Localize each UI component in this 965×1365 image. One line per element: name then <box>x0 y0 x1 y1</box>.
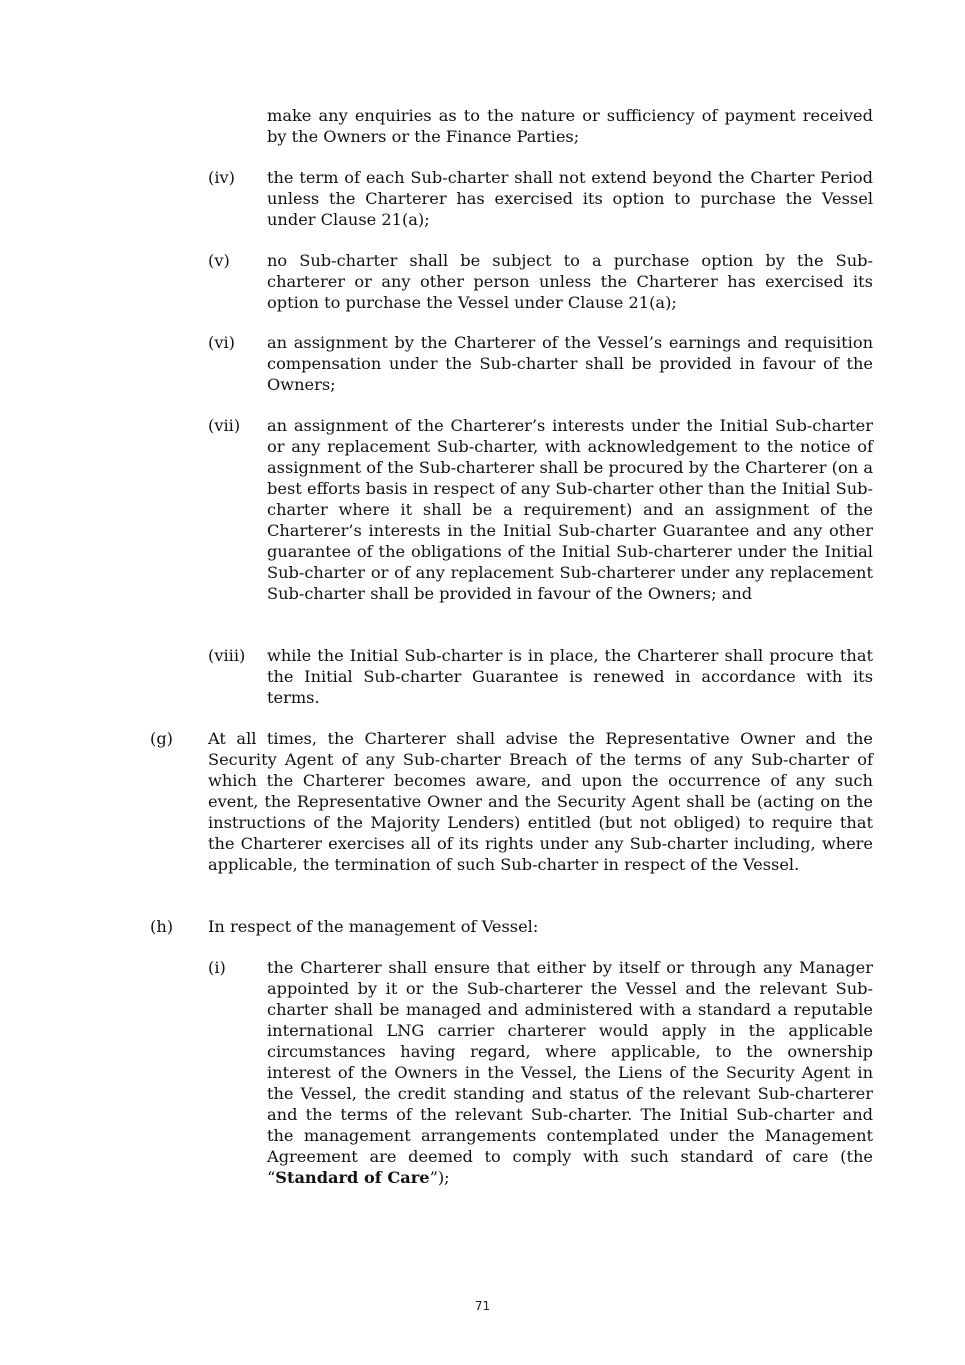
item-text: an assignment of the Charterer’s interests under the Initial Sub-charter or any replacement Sub-charter, with acknowledgement to the notice of assignment of the Sub-charterer shall be procured by the Charterer (on a best efforts basis in respect of any Sub-charter other than the Initial Sub-charter where it shall be a requirement) and an assignment of the Charterer’s interests in the Initial Sub-charter Guarantee and any other guarantee of the obligations of the Initial Sub-charterer under the Initial Sub-charter or of any replacement Sub-charterer under any replacement Sub-charter shall be provided in favour of the Owners; and <box>267 416 873 603</box>
item-text: an assignment by the Charterer of the Vessel’s earnings and requisition compensation under the Sub-charter shall be provided in favour of the Owners; <box>267 333 873 394</box>
item-label: (v) <box>208 251 230 270</box>
page-number: 71 <box>474 1299 491 1313</box>
item-text-body: the Charterer shall ensure that either by itself or through any Manager appointed by it or the Sub-charterer the Vessel and the relevant Sub-charter shall be managed and administered with a standard a reputable international LNG carrier charterer would apply in the applicable circumstances having regard, where applicable, to the ownership interest of the Owners in the Vessel, the Liens of the Security Agent in the Vessel, the credit standing and status of the relevant Sub-charterer and the terms of the relevant Sub-charter. The Initial Sub-charter and the management arrangements contemplated under the Management Agreement are deemed to comply with such standard of care (the “ <box>267 958 873 1187</box>
item-text: no Sub-charter shall be subject to a purchase option by the Sub-charterer or any other person unless the Charterer has exercised its option to purchase the Vessel under Clause 21(a); <box>267 251 873 312</box>
item-text: while the Initial Sub-charter is in place, the Charterer shall procure that the Initial Sub-charter Guarantee is renewed in accordance with its terms. <box>267 646 873 707</box>
item-label: (viii) <box>208 646 246 665</box>
item-text <box>267 957 873 1188</box>
item-text: the term of each Sub-charter shall not extend beyond the Charter Period unless the Charterer has exercised its option to purchase the Vessel under Clause 21(a); <box>267 168 873 229</box>
continuation-paragraph: make any enquiries as to the nature or sufficiency of payment received by the Owners or the Finance Parties; <box>267 106 873 146</box>
item-label: (vii) <box>208 416 241 435</box>
clause-label: (g) <box>150 729 173 748</box>
item-label: (i) <box>208 958 226 977</box>
item-text-tail: ”); <box>429 1168 450 1187</box>
clause-text: In respect of the management of Vessel: <box>208 917 539 936</box>
clause-label: (h) <box>150 917 174 936</box>
clause-text: At all times, the Charterer shall advise the Representative Owner and the Security Agent of any Sub-charter Breach of the terms of any Sub-charter of which the Charterer becomes aware, and upon the occurrence of any such event, the Representative Owner and the Security Agent shall be (acting on the instructions of the Majority Lenders) entitled (but not obliged) to require that the Charterer exercises all of its rights under any Sub-charter including, where applicable, the termination of such Sub-charter in respect of the Vessel. <box>208 729 873 874</box>
defined-term: Standard of Care <box>275 1168 430 1187</box>
item-label: (vi) <box>208 333 235 352</box>
item-label: (iv) <box>208 168 235 187</box>
